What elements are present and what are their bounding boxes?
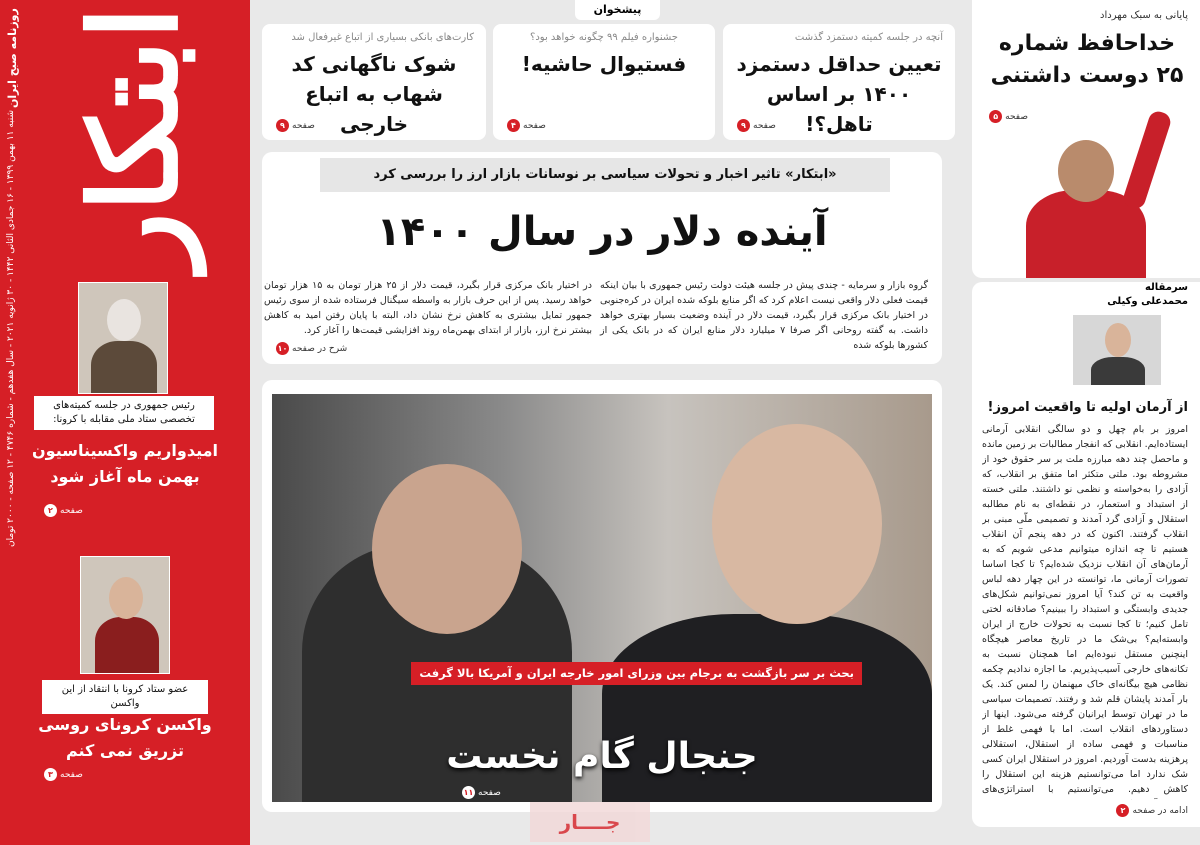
lead-story[interactable] xyxy=(262,152,942,364)
page-number-badge: ۲ xyxy=(44,504,57,517)
page-label: صفحه xyxy=(60,769,83,780)
photo-figure-head xyxy=(372,464,522,634)
watermark-logo: جــــار xyxy=(530,802,650,842)
editorial-author-photo xyxy=(1072,314,1162,386)
page-number-badge: ۵ xyxy=(989,110,1002,123)
page-number-badge: ۱۰ xyxy=(277,344,288,353)
left-red-strip xyxy=(0,0,250,845)
page-label: صفحه xyxy=(60,505,83,516)
right-photo-player xyxy=(986,110,1186,278)
teaser-kicker: کارت‌های بانکی بسیاری از اتباع غیرفعال شد xyxy=(291,32,474,43)
editorial-body: امروز بر بام چهل و دو سالگی انقلابی آرمانی ایستاده‌ایم. انقلابی که انفجار مطالبات بر زمین مانده و ماحصل چند دهه مبارزه ملت بر سر حقوق خود از مشروطه بود. ملتی متکثر اما متفق بر انقلاب، که آزادی را به‌خواسته و نظمی نو داشتند. ملتی خسته از استبداد و استعمار، در نقطه‌ای به نام مطالبه استقلال و آزادی گرد آمدند و تصمیمی ملّی مبنی بر انقلاب گرفتند. اکنون که در دهه پنجم آن انقلاب هستیم تا چه اندازه میتوانیم مدعی شویم که به آرمان‌های آن انقلاب نزدیک شده‌ایم؟ تا کجا اساسا تصورات آرمانی ما، توانسته در این چهار دهه لباس واقعیت به تن کند؟ آیا امروز نمی‌توانیم شکل‌های جدیدی وابستگی و استبداد را ببینیم؟ صادقانه لختی تامل کنیم؛ تا کجا نسبت به تحولات خارج از ایران وابسته‌ایم؟ بی‌شک ما در تاریخ معاصر هیچگاه اینچنین مستقل نبوده‌ایم اما همچنان نسبت به تکانه‌های خارجی آسیب‌پذیریم. ما اجازه ندادیم چکمه نظامی هیچ بیگانه‌ای خاک میهنمان را لمس کند. یک بار آمدند پایشان قلم شد و رفتند. تصمیمات سیاسی ما در تهران توسط ایرانیان گرفته می‌شود. اینها از دستاوردهای انقلاب است. اما با فهمی غلط از مناسبات و فهمی ساده از استقلال، استقلالی پرهزینه بدست آوردیم. امروز در استقلال ایران کسی شک ندارد اما می‌توانستیم هزینه این استقلال را کاهش دهیم. می‌توانستیم با استراتژی‌های xyxy=(982,424,1188,795)
teaser-tab-label: پیشخوان xyxy=(575,0,660,20)
page-label: صفحه xyxy=(1005,111,1028,122)
lead-column-left: در اختیار بانک مرکزی قرار بگیرد، قیمت دلار از ۲۵ هزار تومان به ۱۵ هزار تومان خواهد رسید. پس از این حرف بازار به واسطه سیگنال فرستاده شده از سوی رئیس جمهور تمایل بیشتری به کاهش نرخ نشان داد، البته با پایان رفتن امید به کاهش بیشتر نرخ ارز، بازار از ابتدای بهمن‌ماه روند افزایشی قیمت‌ها را آغاز کرد. xyxy=(264,280,592,336)
teaser-card[interactable] xyxy=(262,24,486,140)
main-photo-story[interactable] xyxy=(262,380,942,812)
photo-caption-banner: بحث بر سر بازگشت به برجام بین وزرای امور خارجه ایران و آمریکا بالا گرفت xyxy=(411,662,862,685)
page-label: صفحه xyxy=(753,120,776,131)
masthead-dateline: شنبه ۱۱ بهمن ۱۳۹۹ - ۱۶ جمادی الثانی ۱۴۴۲ - ۳۰ ژانویه ۲۰۲۱ - سال هفدهم - شماره ۴۷۴۶ - ۱۲ صفحه - ۲۰۰۰ تومان xyxy=(6,110,16,548)
teaser-kicker: آنچه در جلسه کمیته دستمزد گذشت xyxy=(794,32,943,43)
page-label: شرح در صفحه xyxy=(292,343,348,354)
editorial-title: از آرمان اولیه تا واقعیت امروز! xyxy=(987,400,1188,415)
masthead-logo: ابتکار xyxy=(64,6,205,270)
page-number-badge: ۹ xyxy=(276,119,289,132)
photo-figure-body xyxy=(91,341,157,394)
main-photo-image xyxy=(272,394,932,802)
photo-raised-arm xyxy=(1121,109,1173,211)
page-label: صفحه xyxy=(292,120,315,131)
teaser-title: فستیوال حاشیه! xyxy=(521,52,687,76)
editorial-page-ref[interactable] xyxy=(1116,804,1188,817)
editorial-label: سرمقاله xyxy=(1144,282,1188,293)
photo-figure-head xyxy=(109,577,143,619)
teaser-page-ref[interactable] xyxy=(507,119,546,132)
story-caption: رئیس جمهوری در جلسه کمیته‌های تخصصی ستاد ملی مقابله با کرونا: xyxy=(34,396,214,430)
right-title: خداحافظ شماره ۲۵ دوست داشتنی xyxy=(990,31,1184,88)
teaser-card[interactable] xyxy=(723,24,955,140)
teaser-title: شوک ناگهانی کد شهاب به اتباع خارجی xyxy=(291,52,457,136)
masthead-subtitle: روزنامه صبح ایران xyxy=(6,8,19,108)
teaser-page-ref[interactable] xyxy=(276,119,315,132)
photo-page-ref[interactable] xyxy=(462,786,501,799)
page-number-badge: ۱۱ xyxy=(463,788,474,797)
page-number-badge: ۳ xyxy=(44,768,57,781)
right-kicker: پایانی به سبک مهرداد xyxy=(1100,10,1188,21)
right-top-story[interactable] xyxy=(972,0,1200,278)
lead-title: آینده دلار در سال ۱۴۰۰ xyxy=(376,209,828,255)
page-label: صفحه xyxy=(523,120,546,131)
story-headline[interactable]: امیدواریم واکسیناسیون بهمن ماه آغاز شود xyxy=(32,441,218,486)
story-headline[interactable]: واکسن کرونای روسی تزریق نمی کنم xyxy=(38,715,212,760)
editorial-column[interactable] xyxy=(972,282,1200,827)
story-photo-health-official xyxy=(80,556,170,674)
story-caption: عضو ستاد کرونا با انتقاد از این واکسن xyxy=(42,680,208,714)
page-number-badge: ۲ xyxy=(1116,804,1129,817)
story-photo-president xyxy=(78,282,168,394)
photo-figure-head xyxy=(107,299,141,341)
photo-figure-head xyxy=(712,424,882,624)
teaser-page-ref[interactable] xyxy=(737,119,776,132)
teaser-kicker: جشنواره فیلم ۹۹ چگونه خواهد بود؟ xyxy=(530,32,678,43)
lead-page-ref[interactable] xyxy=(276,342,347,355)
teaser-card[interactable] xyxy=(493,24,715,140)
lead-kicker: «ابتکار» تاثیر اخبار و تحولات سیاسی بر نوسانات بازار ارز را بررسی کرد xyxy=(320,158,890,192)
photo-figure-body xyxy=(95,617,159,674)
story-page-ref[interactable] xyxy=(44,504,83,517)
page-number-badge: ۹ xyxy=(737,119,750,132)
photo-headline: جنجال گام نخست xyxy=(446,736,758,777)
photo-figure-body xyxy=(1091,357,1145,386)
photo-figure-head xyxy=(1105,323,1131,357)
teaser-title: تعیین حداقل دستمزد ۱۴۰۰ بر اساس تاهل؟! xyxy=(736,52,942,136)
story-page-ref[interactable] xyxy=(44,768,83,781)
photo-figure-head xyxy=(1058,140,1114,202)
page-label: صفحه xyxy=(478,787,501,798)
page-number-badge: ۴ xyxy=(507,119,520,132)
masthead xyxy=(0,0,250,268)
lead-column-right: گروه بازار و سرمایه - چندی پیش در جلسه هیئت دولت رئیس جمهوری با بیان اینکه قیمت فعلی دلار واقعی نیست اعلام کرد که اگر منابع بلوکه شده ایران در کره‌جنوبی در اختیار بانک مرکزی قرار بگیرد، قیمت دلار در آینده وضعیت بسیار بهتری خواهد داشت. به گفته روحانی اگر صرفا ۷ میلیارد دلار منابع ایران که در بانک یکی از کشورها بلوکه شده xyxy=(600,280,928,351)
editorial-author: محمدعلی وکیلی xyxy=(1107,296,1188,307)
page-label: ادامه در صفحه xyxy=(1132,805,1188,816)
